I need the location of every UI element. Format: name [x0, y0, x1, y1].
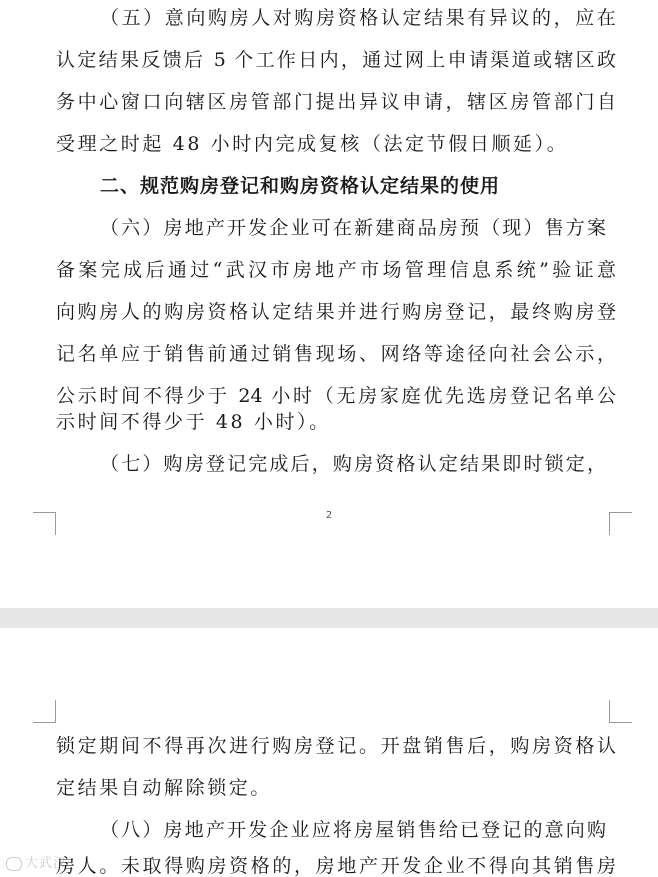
- paragraph-6-line-6: 示时间不得少于 48 小时）。: [56, 411, 331, 433]
- paragraph-7-line-1: （七）购房登记完成后，购房资格认定结果即时锁定，: [100, 453, 606, 475]
- watermark: [6, 852, 67, 871]
- paragraph-5-line-3: 务中心窗口向辖区房管部门提出异议申请，辖区房管部门自: [56, 91, 616, 113]
- paragraph-7-line-3: 定结果自动解除锁定。: [56, 777, 273, 799]
- document-page-3: [0, 628, 658, 877]
- paragraph-8-line-1: （八）房地产开发企业应将房屋销售给已登记的意向购: [100, 819, 606, 841]
- paragraph-6-line-3: 向购房人的购房资格认定结果并进行购房登记，最终购房登: [56, 301, 616, 323]
- margin-corner-top-right: [609, 700, 632, 723]
- page-number: 2: [325, 510, 333, 521]
- paragraph-7-line-2: 锁定期间不得再次进行购房登记。开盘销售后，购房资格认: [56, 735, 616, 757]
- paragraph-6-line-5: 公示时间不得少于 24 小时（无房家庭优先选房登记名单公: [56, 385, 616, 407]
- paragraph-5-line-2: 认定结果反馈后 5 个工作日内，通过网上申请渠道或辖区政: [56, 49, 616, 71]
- page-separator: [0, 608, 658, 628]
- watermark-text: 大武汉: [25, 856, 68, 871]
- paragraph-5-line-4: 受理之时起 48 小时内完成复核（法定节假日顺延）。: [56, 133, 569, 155]
- margin-corner-bottom-right: [609, 512, 632, 535]
- watermark-logo-icon: [6, 857, 22, 871]
- paragraph-6-line-2: 备案完成后通过“武汉市房地产市场管理信息系统”验证意: [56, 259, 616, 281]
- paragraph-6-line-4: 记名单应于销售前通过销售现场、网络等途径向社会公示，: [56, 343, 616, 365]
- paragraph-5-line-1: （五）意向购房人对购房资格认定结果有异议的，应在: [100, 7, 619, 29]
- margin-corner-top-left: [33, 700, 56, 723]
- margin-corner-bottom-left: [33, 512, 56, 535]
- paragraph-8-line-2: 房人。未取得购房资格的，房地产开发企业不得向其销售房: [56, 855, 616, 877]
- section-heading: 二、规范购房登记和购房资格认定结果的使用: [100, 175, 501, 197]
- paragraph-6-line-1: （六）房地产开发企业可在新建商品房预（现）售方案: [100, 217, 606, 239]
